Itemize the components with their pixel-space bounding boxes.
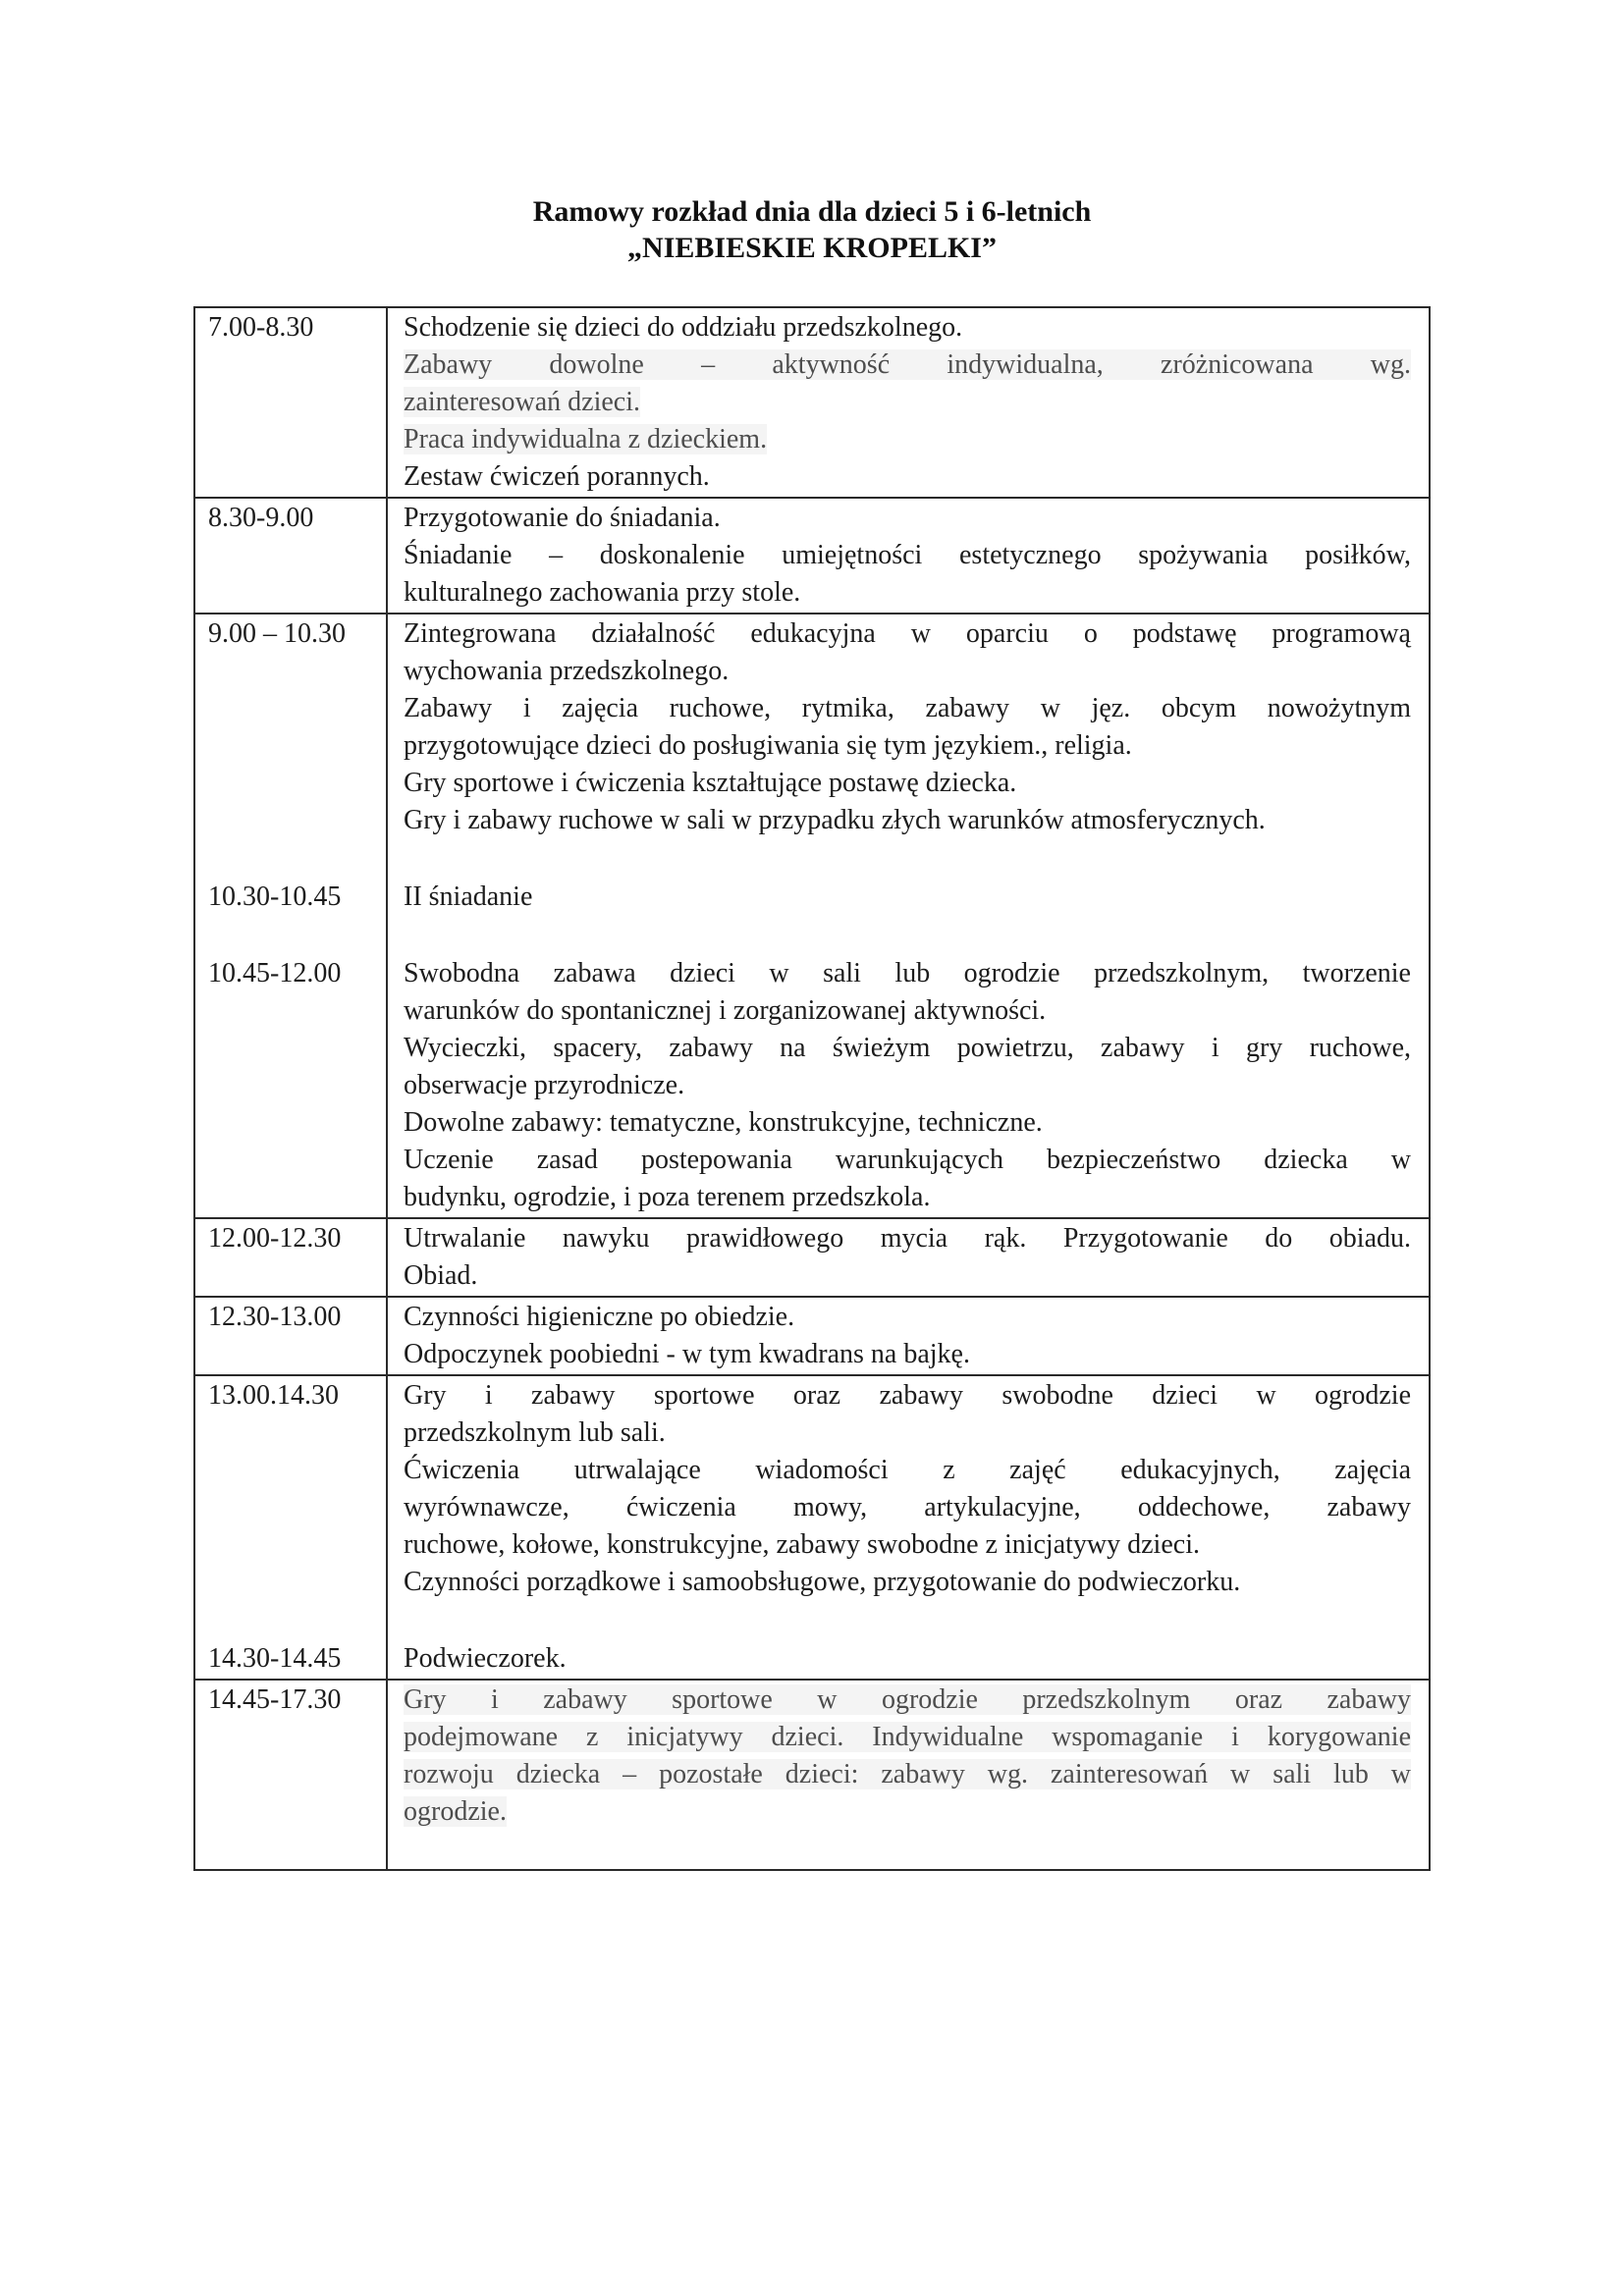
title-line-1: Ramowy rozkład dnia dla dzieci 5 i 6-letnich bbox=[532, 195, 1092, 228]
activity-line bbox=[404, 347, 1411, 384]
table-row bbox=[195, 497, 1429, 613]
highlighted-text: ogrodzie. bbox=[404, 1796, 507, 1827]
time-label: 12.00-12.30 bbox=[208, 1223, 342, 1254]
activity-line bbox=[404, 1756, 1411, 1793]
blank-line bbox=[404, 1831, 1411, 1868]
activity-line: budynku, ogrodzie, i poza terenem przedszkola. bbox=[404, 1182, 931, 1212]
highlighted-text: zainteresowań dzieci. bbox=[404, 387, 640, 417]
activity-line: Swobodna zabawa dzieci w sali lub ogrodzie przedszkolnym, tworzenie bbox=[404, 958, 1411, 988]
time-cell bbox=[195, 1298, 388, 1374]
activity-line: Ćwiczenia utrwalające wiadomości z zajęć edukacyjnych, zajęcia bbox=[404, 1455, 1411, 1485]
document-title bbox=[0, 193, 1624, 266]
table-row bbox=[195, 1679, 1429, 1869]
blank-line bbox=[404, 916, 1411, 953]
table-row bbox=[195, 1217, 1429, 1296]
schedule-table bbox=[193, 306, 1431, 1871]
activity-line: przygotowujące dzieci do posługiwania się tym językiem., religia. bbox=[404, 730, 1132, 761]
activity-line: Gry i zabawy sportowe oraz zabawy swobodne dzieci w ogrodzie bbox=[404, 1380, 1411, 1411]
time-cell bbox=[195, 878, 388, 954]
blank-line bbox=[404, 1601, 1411, 1638]
activity-line: kulturalnego zachowania przy stole. bbox=[404, 577, 801, 608]
activity-line: Zestaw ćwiczeń porannych. bbox=[404, 461, 710, 492]
activity-cell bbox=[388, 1219, 1429, 1296]
table-row bbox=[195, 308, 1429, 497]
activity-cell bbox=[388, 614, 1429, 878]
activity-line: warunków do spontanicznej i zorganizowanej aktywności. bbox=[404, 995, 1047, 1026]
activity-line: Czynności porządkowe i samoobsługowe, przygotowanie do podwieczorku. bbox=[404, 1567, 1241, 1597]
time-cell bbox=[195, 1681, 388, 1869]
table-row bbox=[195, 1296, 1429, 1374]
activity-cell bbox=[388, 1298, 1429, 1374]
time-cell bbox=[195, 1639, 388, 1679]
activity-line: Przygotowanie do śniadania. bbox=[404, 503, 721, 533]
time-label: 9.00 – 10.30 bbox=[208, 618, 346, 649]
activity-line: Gry i zabawy ruchowe w sali w przypadku złych warunków atmosferycznych. bbox=[404, 805, 1266, 835]
activity-line: Odpoczynek poobiedni - w tym kwadrans na bajkę. bbox=[404, 1339, 970, 1369]
activity-line bbox=[404, 1719, 1411, 1756]
table-row bbox=[195, 613, 1429, 1217]
activity-line bbox=[404, 421, 1411, 458]
time-label: 13.00.14.30 bbox=[208, 1380, 339, 1411]
time-cell bbox=[195, 954, 388, 1217]
activity-line: Obiad. bbox=[404, 1260, 478, 1291]
activity-line: Gry sportowe i ćwiczenia kształtujące postawę dziecka. bbox=[404, 768, 1017, 798]
activity-line: obserwacje przyrodnicze. bbox=[404, 1070, 685, 1100]
activity-line bbox=[404, 1682, 1411, 1719]
time-cell bbox=[195, 1219, 388, 1296]
activity-line: Śniadanie – doskonalenie umiejętności estetycznego spożywania posiłków, bbox=[404, 540, 1411, 570]
time-label: 14.30-14.45 bbox=[208, 1643, 342, 1674]
time-label: 7.00-8.30 bbox=[208, 312, 314, 343]
activity-line: Wycieczki, spacery, zabawy na świeżym powietrzu, zabawy i gry ruchowe, bbox=[404, 1033, 1411, 1063]
activity-line: przedszkolnym lub sali. bbox=[404, 1417, 666, 1448]
activity-cell bbox=[388, 954, 1429, 1217]
activity-cell bbox=[388, 308, 1429, 497]
activity-line bbox=[404, 1793, 1411, 1831]
blank-line bbox=[404, 839, 1411, 877]
time-cell bbox=[195, 308, 388, 497]
activity-cell bbox=[388, 1639, 1429, 1679]
time-label: 14.45-17.30 bbox=[208, 1684, 342, 1715]
activity-line: Podwieczorek. bbox=[404, 1643, 567, 1674]
title-line-2: „NIEBIESKIE KROPELKI” bbox=[627, 232, 997, 264]
time-label: 10.45-12.00 bbox=[208, 958, 342, 988]
table-row bbox=[195, 1374, 1429, 1679]
activity-line: Uczenie zasad postepowania warunkujących bezpieczeństwo dziecka w bbox=[404, 1145, 1411, 1175]
highlighted-text: Praca indywidualna z dzieckiem. bbox=[404, 424, 768, 454]
highlighted-text: rozwoju dziecka – pozostałe dzieci: zabawy wg. zainteresowań w sali lub w bbox=[404, 1759, 1411, 1789]
activity-line: Zintegrowana działalność edukacyjna w oparciu o podstawę programową bbox=[404, 618, 1411, 649]
activity-cell bbox=[388, 1376, 1429, 1639]
activity-line: wychowania przedszkolnego. bbox=[404, 656, 730, 686]
highlighted-text: podejmowane z inicjatywy dzieci. Indywidualne wspomaganie i korygowanie bbox=[404, 1722, 1411, 1752]
time-cell bbox=[195, 499, 388, 613]
activity-cell bbox=[388, 499, 1429, 613]
activity-line bbox=[404, 384, 1411, 421]
time-label: 12.30-13.00 bbox=[208, 1302, 342, 1332]
activity-line: Schodzenie się dzieci do oddziału przedszkolnego. bbox=[404, 312, 963, 343]
activity-line: Zabawy i zajęcia ruchowe, rytmika, zabawy w jęz. obcym nowożytnym bbox=[404, 693, 1411, 723]
highlighted-text: Gry i zabawy sportowe w ogrodzie przedszkolnym oraz zabawy bbox=[404, 1684, 1411, 1715]
time-cell bbox=[195, 614, 388, 878]
highlighted-text: Zabawy dowolne – aktywność indywidualna, zróżnicowana wg. bbox=[404, 349, 1411, 380]
time-cell bbox=[195, 1376, 388, 1639]
activity-line: II śniadanie bbox=[404, 881, 533, 912]
activity-cell bbox=[388, 1681, 1429, 1869]
activity-line: Czynności higieniczne po obiedzie. bbox=[404, 1302, 795, 1332]
time-label: 10.30-10.45 bbox=[208, 881, 342, 912]
time-label: 8.30-9.00 bbox=[208, 503, 314, 533]
activity-cell bbox=[388, 878, 1429, 954]
activity-line: ruchowe, kołowe, konstrukcyjne, zabawy swobodne z inicjatywy dzieci. bbox=[404, 1529, 1200, 1560]
activity-line: wyrównawcze, ćwiczenia mowy, artykulacyjne, oddechowe, zabawy bbox=[404, 1492, 1411, 1522]
activity-line: Utrwalanie nawyku prawidłowego mycia rąk. Przygotowanie do obiadu. bbox=[404, 1223, 1411, 1254]
activity-line: Dowolne zabawy: tematyczne, konstrukcyjne, techniczne. bbox=[404, 1107, 1043, 1138]
